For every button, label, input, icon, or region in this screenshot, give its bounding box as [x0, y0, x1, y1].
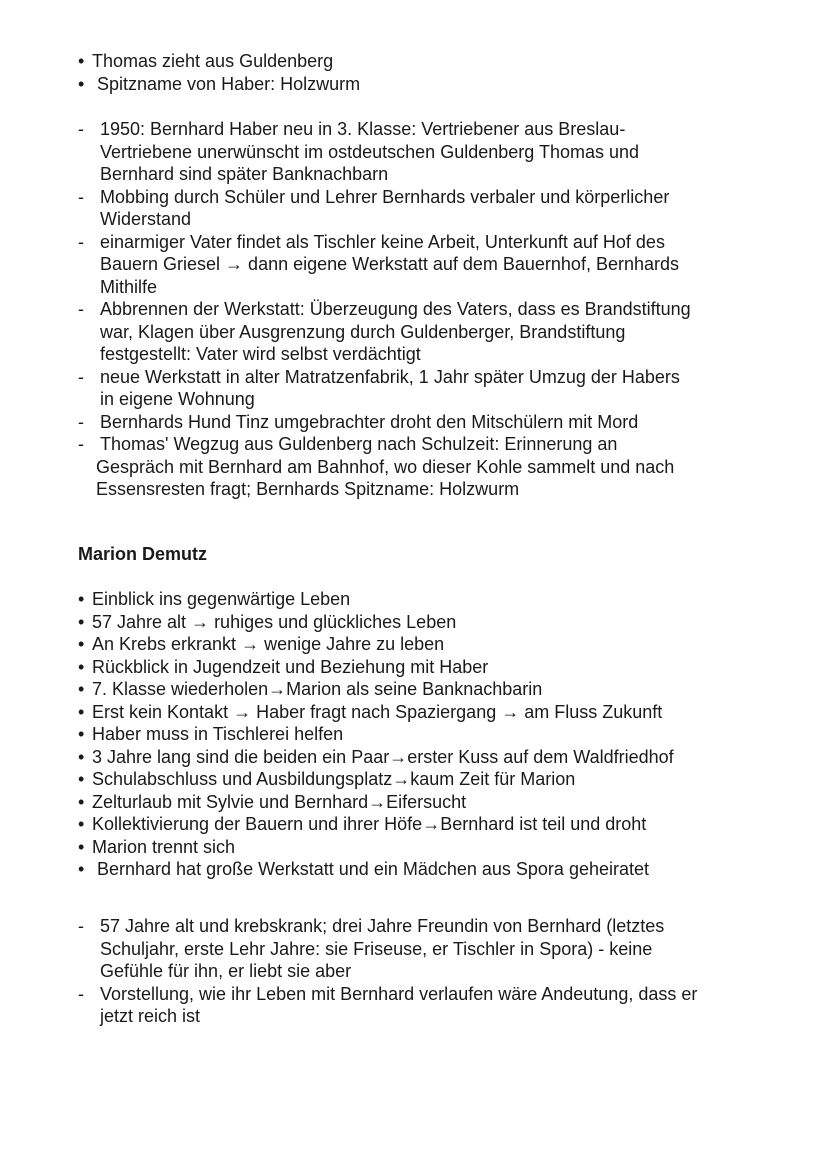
marion-bullet-list — [78, 588, 778, 881]
dash-item: - Vorstellung, wie ihr Leben mit Bernhard verlaufen wäre Andeutung, dass er jetzt reich ist — [78, 983, 698, 1026]
list-item: • Zelturlaub mit Sylvie und Bernhard→Eifersucht — [78, 791, 467, 812]
list-item: • Kollektivierung der Bauern und ihrer Höfe→Bernhard ist teil und droht — [78, 814, 647, 834]
dash-item: - 1950: Bernhard Haber neu in 3. Klasse: Vertriebener aus Breslau- Vertriebene unerwünscht im ostdeutschen Guldenberg Thomas und Bernhard sind später Banknachbarn — [78, 119, 639, 184]
list-item: • 3 Jahre lang sind die beiden ein Paar→erster Kuss auf dem Waldfriedhof — [78, 746, 674, 767]
dash-icon: - — [78, 231, 84, 252]
bullet-icon: • — [78, 611, 85, 632]
list-item: • Haber muss in Tischlerei helfen — [78, 724, 344, 744]
bullet-icon: • — [78, 724, 85, 744]
bullet-icon: • — [78, 791, 85, 812]
dash-item: - Bernhards Hund Tinz umgebrachter droht den Mitschülern mit Mord — [78, 411, 639, 432]
bullet-icon: • — [78, 51, 85, 71]
dash-icon: - — [78, 916, 84, 936]
list-item: • Einblick ins gegenwärtige Leben — [78, 589, 351, 609]
dash-icon: - — [78, 366, 84, 387]
bullet-icon: • — [78, 836, 85, 857]
dash-item: - Abbrennen der Werkstatt: Überzeugung des Vaters, dass es Brandstiftung war, Klagen über Ausgrenzung durch Guldenberger, Brandstiftung festgestellt: Vater wird selbst verdächtigt — [78, 299, 691, 364]
dash-icon: - — [78, 186, 84, 207]
bullet-icon: • — [78, 859, 85, 879]
section-heading-marion-demutz: Marion Demutz — [78, 544, 208, 564]
list-item: • An Krebs erkrankt → wenige Jahre zu leben — [78, 634, 445, 654]
dash-icon: - — [78, 119, 84, 139]
bullet-icon: • — [78, 701, 85, 722]
bullet-icon: • — [78, 589, 85, 609]
dash-item: - Mobbing durch Schüler und Lehrer Bernhards verbaler und körperlicher Widerstand — [78, 186, 670, 229]
bullet-icon: • — [78, 656, 85, 677]
bullet-icon: • — [78, 679, 85, 699]
dash-item: - Thomas' Wegzug aus Guldenberg nach Schulzeit: Erinnerung an Gespräch mit Bernhard am Bahnhof, wo dieser Kohle sammelt und nach Essensresten fragt; Bernhards Spitzname: Holzwurm — [78, 434, 675, 499]
bullet-icon: • — [78, 73, 85, 94]
dash-icon: - — [78, 411, 84, 432]
dash-item: - neue Werkstatt in alter Matratzenfabrik, 1 Jahr später Umzug der Habers in eigene Wohnung — [78, 366, 680, 409]
list-item: • Rückblick in Jugendzeit und Beziehung mit Haber — [78, 656, 489, 677]
list-item: • Bernhard hat große Werkstatt und ein Mädchen aus Spora geheiratet — [78, 859, 649, 879]
bullet-icon: • — [78, 634, 85, 654]
dash-icon: - — [78, 983, 84, 1004]
list-item: • Erst kein Kontakt → Haber fragt nach Spaziergang → am Fluss Zukunft — [78, 701, 663, 722]
haber-dash-list — [78, 118, 778, 501]
list-item: • Schulabschluss und Ausbildungsplatz→kaum Zeit für Marion — [78, 769, 576, 789]
list-item: • 7. Klasse wiederholen→Marion als seine Banknachbarin — [78, 679, 543, 699]
bullet-icon: • — [78, 746, 85, 767]
intro-bullet-list — [78, 50, 778, 95]
dash-icon: - — [78, 299, 84, 319]
list-item: • 57 Jahre alt → ruhiges und glückliches Leben — [78, 611, 457, 632]
dash-item: - 57 Jahre alt und krebskrank; drei Jahre Freundin von Bernhard (letztes Schuljahr, erste Lehr Jahre: sie Friseuse, er Tischler in Spora) - keine Gefühle für ihn, er liebt sie aber — [78, 916, 665, 981]
dash-icon: - — [78, 434, 84, 454]
list-item: • Thomas zieht aus Guldenberg — [78, 51, 334, 71]
marion-dash-list — [78, 915, 778, 1028]
list-item: • Spitzname von Haber: Holzwurm — [78, 73, 361, 94]
bullet-icon: • — [78, 769, 85, 789]
list-item: • Marion trennt sich — [78, 836, 236, 857]
dash-item: - einarmiger Vater findet als Tischler keine Arbeit, Unterkunft auf Hof des Bauern Griesel → dann eigene Werkstatt auf dem Bauernhof, Bernhards Mithilfe — [78, 231, 679, 297]
bullet-icon: • — [78, 814, 85, 834]
